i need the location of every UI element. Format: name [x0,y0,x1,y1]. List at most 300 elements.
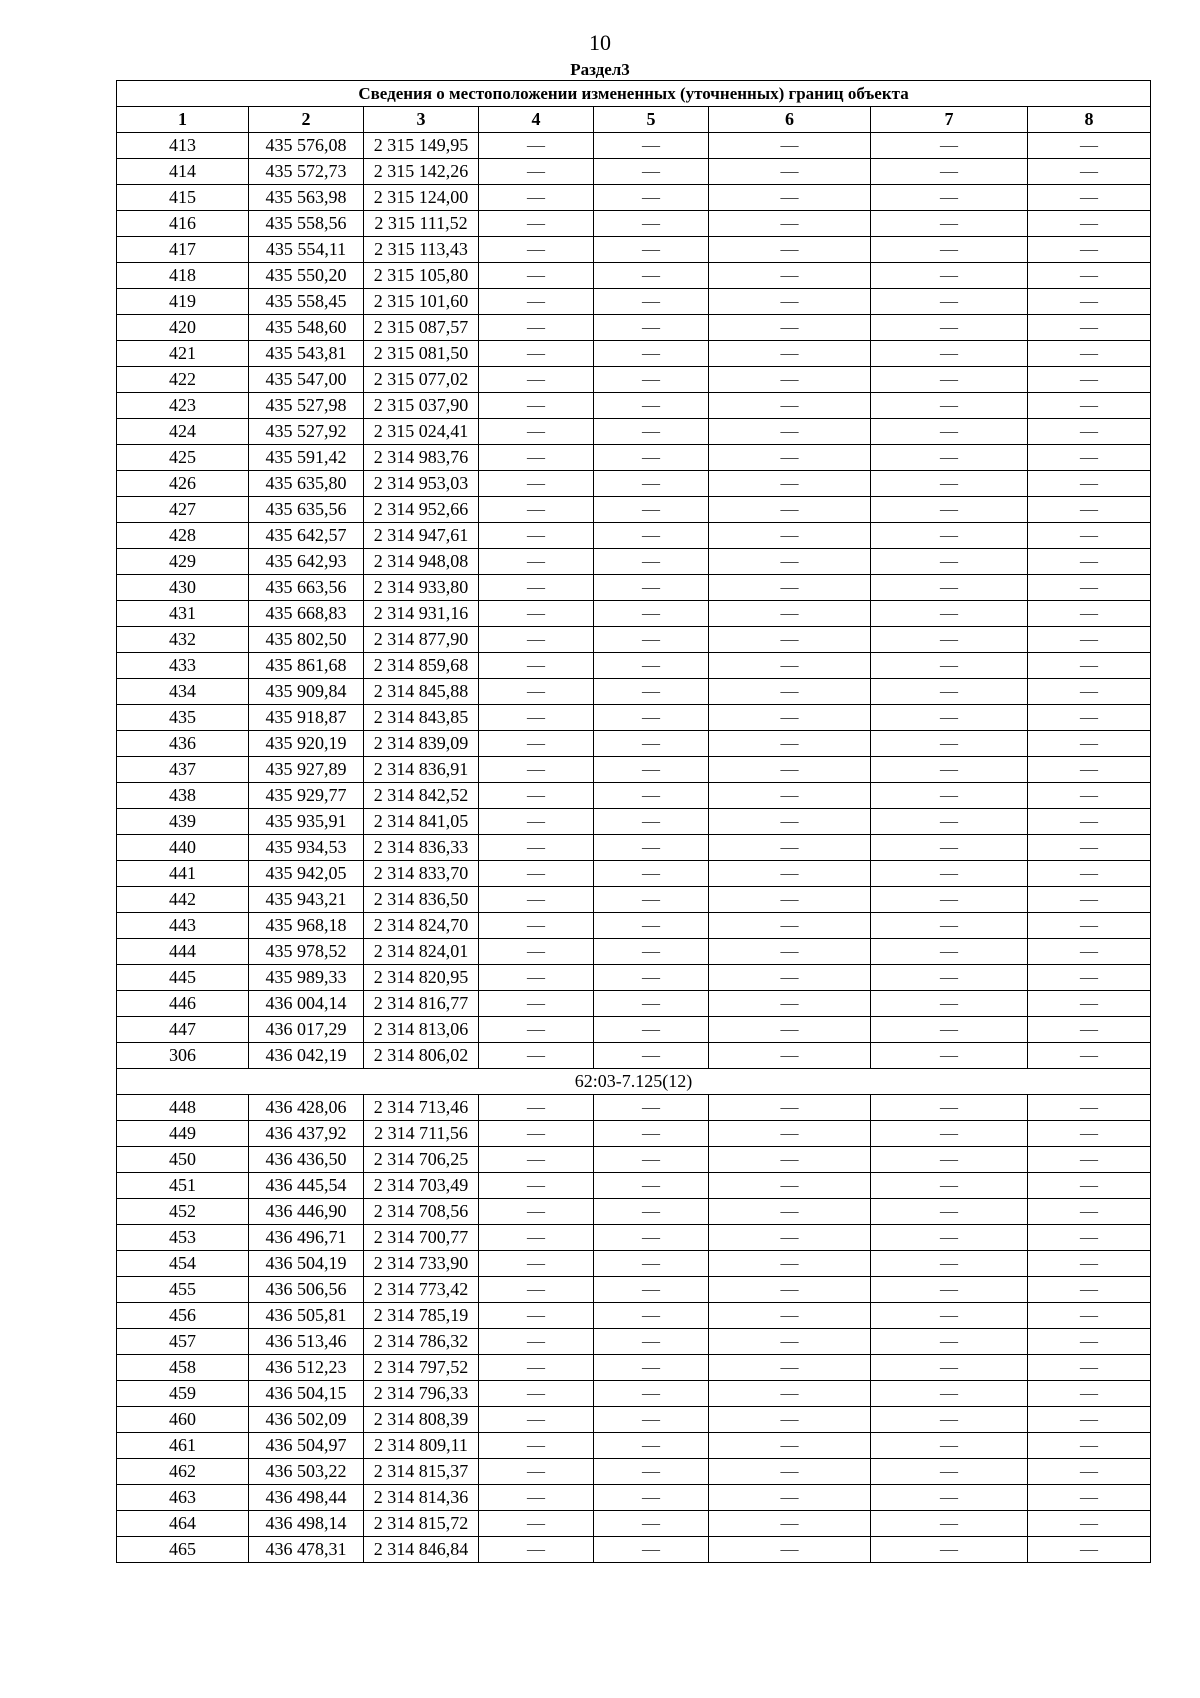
empty-dash-cell: — [1028,1459,1151,1485]
empty-dash-cell: — [479,1511,594,1537]
empty-dash-cell: — [594,1225,709,1251]
table-row [117,1459,1151,1485]
point-number-cell: 451 [117,1173,249,1199]
empty-dash-cell: — [594,1121,709,1147]
empty-dash-cell: — [871,705,1028,731]
empty-dash-cell: — [479,913,594,939]
empty-dash-cell: — [594,185,709,211]
empty-dash-cell: — [871,965,1028,991]
empty-dash-cell: — [871,263,1028,289]
empty-dash-cell: — [1028,1199,1151,1225]
empty-dash-cell: — [709,809,871,835]
table-row [117,887,1151,913]
table-row [117,1355,1151,1381]
empty-dash-cell: — [1028,679,1151,705]
x-coordinate-cell: 436 017,29 [249,1017,364,1043]
empty-dash-cell: — [594,913,709,939]
y-coordinate-cell: 2 314 711,56 [364,1121,479,1147]
y-coordinate-cell: 2 314 708,56 [364,1199,479,1225]
empty-dash-cell: — [594,1537,709,1563]
empty-dash-cell: — [594,809,709,835]
empty-dash-cell: — [479,705,594,731]
column-header: 4 [479,107,594,133]
empty-dash-cell: — [709,939,871,965]
table-row [117,471,1151,497]
empty-dash-cell: — [709,1433,871,1459]
point-number-cell: 435 [117,705,249,731]
empty-dash-cell: — [1028,1381,1151,1407]
x-coordinate-cell: 436 437,92 [249,1121,364,1147]
table-row [117,523,1151,549]
empty-dash-cell: — [709,341,871,367]
table-row [117,601,1151,627]
empty-dash-cell: — [1028,237,1151,263]
empty-dash-cell: — [709,1303,871,1329]
group-label: 62:03-7.125(12) [117,1069,1151,1095]
table-row [117,1511,1151,1537]
empty-dash-cell: — [1028,991,1151,1017]
empty-dash-cell: — [871,1225,1028,1251]
empty-dash-cell: — [479,1433,594,1459]
table-row [117,679,1151,705]
column-header: 5 [594,107,709,133]
empty-dash-cell: — [871,1199,1028,1225]
point-number-cell: 458 [117,1355,249,1381]
table-row [117,783,1151,809]
empty-dash-cell: — [479,419,594,445]
table-row [117,835,1151,861]
empty-dash-cell: — [1028,1121,1151,1147]
point-number-cell: 462 [117,1459,249,1485]
empty-dash-cell: — [479,1017,594,1043]
x-coordinate-cell: 435 591,42 [249,445,364,471]
empty-dash-cell: — [709,1329,871,1355]
point-number-cell: 428 [117,523,249,549]
table-row [117,445,1151,471]
point-number-cell: 464 [117,1511,249,1537]
empty-dash-cell: — [479,341,594,367]
empty-dash-cell: — [1028,627,1151,653]
table-row [117,419,1151,445]
x-coordinate-cell: 435 802,50 [249,627,364,653]
table-row [117,1537,1151,1563]
x-coordinate-cell: 436 506,56 [249,1277,364,1303]
empty-dash-cell: — [709,1381,871,1407]
empty-dash-cell: — [479,1329,594,1355]
table-body [117,133,1151,1563]
empty-dash-cell: — [479,679,594,705]
x-coordinate-cell: 435 918,87 [249,705,364,731]
empty-dash-cell: — [594,1433,709,1459]
y-coordinate-cell: 2 314 953,03 [364,471,479,497]
empty-dash-cell: — [594,1303,709,1329]
point-number-cell: 436 [117,731,249,757]
empty-dash-cell: — [594,1459,709,1485]
empty-dash-cell: — [594,939,709,965]
point-number-cell: 440 [117,835,249,861]
empty-dash-cell: — [594,965,709,991]
empty-dash-cell: — [709,237,871,263]
x-coordinate-cell: 435 527,98 [249,393,364,419]
empty-dash-cell: — [871,939,1028,965]
empty-dash-cell: — [594,159,709,185]
x-coordinate-cell: 436 478,31 [249,1537,364,1563]
y-coordinate-cell: 2 314 839,09 [364,731,479,757]
table-row [117,1095,1151,1121]
empty-dash-cell: — [594,1251,709,1277]
x-coordinate-cell: 435 543,81 [249,341,364,367]
empty-dash-cell: — [479,1173,594,1199]
empty-dash-cell: — [594,575,709,601]
point-number-cell: 417 [117,237,249,263]
x-coordinate-cell: 435 943,21 [249,887,364,913]
x-coordinate-cell: 436 504,97 [249,1433,364,1459]
empty-dash-cell: — [709,549,871,575]
empty-dash-cell: — [709,965,871,991]
x-coordinate-cell: 436 446,90 [249,1199,364,1225]
empty-dash-cell: — [871,887,1028,913]
empty-dash-cell: — [479,965,594,991]
empty-dash-cell: — [871,367,1028,393]
x-coordinate-cell: 436 496,71 [249,1225,364,1251]
column-header: 2 [249,107,364,133]
empty-dash-cell: — [871,627,1028,653]
point-number-cell: 447 [117,1017,249,1043]
empty-dash-cell: — [479,835,594,861]
y-coordinate-cell: 2 315 113,43 [364,237,479,263]
table-row [117,991,1151,1017]
empty-dash-cell: — [709,1537,871,1563]
point-number-cell: 453 [117,1225,249,1251]
y-coordinate-cell: 2 314 833,70 [364,861,479,887]
empty-dash-cell: — [479,1277,594,1303]
x-coordinate-cell: 436 513,46 [249,1329,364,1355]
empty-dash-cell: — [479,523,594,549]
point-number-cell: 306 [117,1043,249,1069]
y-coordinate-cell: 2 314 808,39 [364,1407,479,1433]
empty-dash-cell: — [479,887,594,913]
empty-dash-cell: — [1028,965,1151,991]
table-title: Сведения о местоположении измененных (уточненных) границ объекта [117,81,1151,107]
x-coordinate-cell: 436 505,81 [249,1303,364,1329]
point-number-cell: 432 [117,627,249,653]
empty-dash-cell: — [479,1459,594,1485]
empty-dash-cell: — [594,705,709,731]
empty-dash-cell: — [479,1043,594,1069]
empty-dash-cell: — [594,315,709,341]
table-row [117,861,1151,887]
empty-dash-cell: — [1028,1173,1151,1199]
y-coordinate-cell: 2 314 845,88 [364,679,479,705]
point-number-cell: 454 [117,1251,249,1277]
y-coordinate-cell: 2 314 983,76 [364,445,479,471]
empty-dash-cell: — [594,289,709,315]
empty-dash-cell: — [871,757,1028,783]
empty-dash-cell: — [709,263,871,289]
empty-dash-cell: — [479,1121,594,1147]
empty-dash-cell: — [709,315,871,341]
empty-dash-cell: — [709,601,871,627]
empty-dash-cell: — [871,835,1028,861]
point-number-cell: 433 [117,653,249,679]
empty-dash-cell: — [871,211,1028,237]
empty-dash-cell: — [871,1173,1028,1199]
table-row [117,1147,1151,1173]
table-row [117,367,1151,393]
empty-dash-cell: — [594,757,709,783]
x-coordinate-cell: 436 503,22 [249,1459,364,1485]
empty-dash-cell: — [1028,861,1151,887]
empty-dash-cell: — [1028,471,1151,497]
table-row [117,289,1151,315]
empty-dash-cell: — [479,1251,594,1277]
x-coordinate-cell: 435 663,56 [249,575,364,601]
y-coordinate-cell: 2 315 077,02 [364,367,479,393]
y-coordinate-cell: 2 314 859,68 [364,653,479,679]
table-row [117,211,1151,237]
empty-dash-cell: — [709,185,871,211]
empty-dash-cell: — [709,731,871,757]
empty-dash-cell: — [709,653,871,679]
y-coordinate-cell: 2 314 700,77 [364,1225,479,1251]
point-number-cell: 439 [117,809,249,835]
empty-dash-cell: — [871,1537,1028,1563]
point-number-cell: 431 [117,601,249,627]
x-coordinate-cell: 435 558,56 [249,211,364,237]
empty-dash-cell: — [479,627,594,653]
empty-dash-cell: — [594,627,709,653]
table-row [117,1225,1151,1251]
point-number-cell: 419 [117,289,249,315]
empty-dash-cell: — [871,1095,1028,1121]
empty-dash-cell: — [1028,211,1151,237]
point-number-cell: 452 [117,1199,249,1225]
x-coordinate-cell: 436 428,06 [249,1095,364,1121]
empty-dash-cell: — [709,783,871,809]
y-coordinate-cell: 2 314 836,33 [364,835,479,861]
point-number-cell: 463 [117,1485,249,1511]
empty-dash-cell: — [871,289,1028,315]
y-coordinate-cell: 2 314 797,52 [364,1355,479,1381]
table-row [117,913,1151,939]
boundary-table [116,80,1151,1563]
table-row [117,1433,1151,1459]
empty-dash-cell: — [479,783,594,809]
empty-dash-cell: — [709,757,871,783]
empty-dash-cell: — [709,575,871,601]
x-coordinate-cell: 435 563,98 [249,185,364,211]
empty-dash-cell: — [871,315,1028,341]
empty-dash-cell: — [1028,1251,1151,1277]
column-header: 7 [871,107,1028,133]
empty-dash-cell: — [479,1407,594,1433]
point-number-cell: 438 [117,783,249,809]
empty-dash-cell: — [594,445,709,471]
empty-dash-cell: — [479,991,594,1017]
table-row [117,1199,1151,1225]
point-number-cell: 443 [117,913,249,939]
empty-dash-cell: — [709,1199,871,1225]
empty-dash-cell: — [594,1329,709,1355]
empty-dash-cell: — [594,1277,709,1303]
section-heading: Раздел3 [570,60,630,79]
empty-dash-cell: — [594,263,709,289]
empty-dash-cell: — [594,835,709,861]
table-row [117,549,1151,575]
x-coordinate-cell: 435 635,80 [249,471,364,497]
y-coordinate-cell: 2 314 842,52 [364,783,479,809]
empty-dash-cell: — [871,549,1028,575]
empty-dash-cell: — [709,471,871,497]
empty-dash-cell: — [871,471,1028,497]
x-coordinate-cell: 435 548,60 [249,315,364,341]
x-coordinate-cell: 436 502,09 [249,1407,364,1433]
y-coordinate-cell: 2 314 952,66 [364,497,479,523]
point-number-cell: 418 [117,263,249,289]
empty-dash-cell: — [594,679,709,705]
empty-dash-cell: — [709,1095,871,1121]
empty-dash-cell: — [1028,783,1151,809]
empty-dash-cell: — [709,211,871,237]
table-row [117,263,1151,289]
empty-dash-cell: — [1028,913,1151,939]
empty-dash-cell: — [1028,1095,1151,1121]
empty-dash-cell: — [871,1511,1028,1537]
empty-dash-cell: — [709,1459,871,1485]
empty-dash-cell: — [594,1147,709,1173]
x-coordinate-cell: 436 498,44 [249,1485,364,1511]
point-number-cell: 450 [117,1147,249,1173]
empty-dash-cell: — [479,393,594,419]
empty-dash-cell: — [479,601,594,627]
y-coordinate-cell: 2 314 706,25 [364,1147,479,1173]
empty-dash-cell: — [594,1511,709,1537]
empty-dash-cell: — [594,133,709,159]
empty-dash-cell: — [594,783,709,809]
y-coordinate-cell: 2 314 786,32 [364,1329,479,1355]
point-number-cell: 430 [117,575,249,601]
empty-dash-cell: — [1028,1511,1151,1537]
y-coordinate-cell: 2 315 037,90 [364,393,479,419]
y-coordinate-cell: 2 314 824,01 [364,939,479,965]
table-row [117,627,1151,653]
empty-dash-cell: — [594,1355,709,1381]
x-coordinate-cell: 435 635,56 [249,497,364,523]
y-coordinate-cell: 2 315 024,41 [364,419,479,445]
empty-dash-cell: — [594,237,709,263]
y-coordinate-cell: 2 314 785,19 [364,1303,479,1329]
column-header: 1 [117,107,249,133]
empty-dash-cell: — [709,913,871,939]
table-row [117,965,1151,991]
x-coordinate-cell: 435 642,57 [249,523,364,549]
point-number-cell: 422 [117,367,249,393]
empty-dash-cell: — [479,757,594,783]
empty-dash-cell: — [479,1225,594,1251]
y-coordinate-cell: 2 314 815,37 [364,1459,479,1485]
empty-dash-cell: — [479,809,594,835]
empty-dash-cell: — [709,835,871,861]
y-coordinate-cell: 2 314 713,46 [364,1095,479,1121]
x-coordinate-cell: 436 504,15 [249,1381,364,1407]
empty-dash-cell: — [1028,523,1151,549]
x-coordinate-cell: 435 927,89 [249,757,364,783]
y-coordinate-cell: 2 314 846,84 [364,1537,479,1563]
point-number-cell: 426 [117,471,249,497]
empty-dash-cell: — [871,1147,1028,1173]
empty-dash-cell: — [1028,1303,1151,1329]
empty-dash-cell: — [479,497,594,523]
empty-dash-cell: — [709,1225,871,1251]
empty-dash-cell: — [709,991,871,1017]
point-number-cell: 442 [117,887,249,913]
empty-dash-cell: — [479,471,594,497]
empty-dash-cell: — [479,861,594,887]
empty-dash-cell: — [871,1043,1028,1069]
empty-dash-cell: — [1028,315,1151,341]
y-coordinate-cell: 2 314 836,91 [364,757,479,783]
empty-dash-cell: — [1028,263,1151,289]
point-number-cell: 416 [117,211,249,237]
empty-dash-cell: — [709,1017,871,1043]
empty-dash-cell: — [709,861,871,887]
empty-dash-cell: — [709,627,871,653]
empty-dash-cell: — [479,731,594,757]
empty-dash-cell: — [479,289,594,315]
empty-dash-cell: — [479,445,594,471]
empty-dash-cell: — [1028,393,1151,419]
x-coordinate-cell: 436 436,50 [249,1147,364,1173]
x-coordinate-cell: 436 042,19 [249,1043,364,1069]
point-number-cell: 465 [117,1537,249,1563]
point-number-cell: 445 [117,965,249,991]
empty-dash-cell: — [871,809,1028,835]
empty-dash-cell: — [871,445,1028,471]
table-row [117,809,1151,835]
empty-dash-cell: — [594,1407,709,1433]
x-coordinate-cell: 436 004,14 [249,991,364,1017]
empty-dash-cell: — [1028,1147,1151,1173]
empty-dash-cell: — [871,991,1028,1017]
table-row [117,159,1151,185]
empty-dash-cell: — [594,653,709,679]
y-coordinate-cell: 2 314 815,72 [364,1511,479,1537]
empty-dash-cell: — [709,133,871,159]
y-coordinate-cell: 2 315 111,52 [364,211,479,237]
table-row [117,315,1151,341]
table-row [117,1303,1151,1329]
column-header: 6 [709,107,871,133]
x-coordinate-cell: 435 576,08 [249,133,364,159]
empty-dash-cell: — [479,315,594,341]
empty-dash-cell: — [1028,159,1151,185]
empty-dash-cell: — [871,1407,1028,1433]
y-coordinate-cell: 2 314 820,95 [364,965,479,991]
empty-dash-cell: — [871,1277,1028,1303]
empty-dash-cell: — [594,497,709,523]
empty-dash-cell: — [594,393,709,419]
empty-dash-cell: — [479,1095,594,1121]
empty-dash-cell: — [479,1381,594,1407]
x-coordinate-cell: 435 642,93 [249,549,364,575]
table-row [117,237,1151,263]
point-number-cell: 414 [117,159,249,185]
point-number-cell: 449 [117,1121,249,1147]
x-coordinate-cell: 435 861,68 [249,653,364,679]
x-coordinate-cell: 435 554,11 [249,237,364,263]
empty-dash-cell: — [871,653,1028,679]
x-coordinate-cell: 436 504,19 [249,1251,364,1277]
